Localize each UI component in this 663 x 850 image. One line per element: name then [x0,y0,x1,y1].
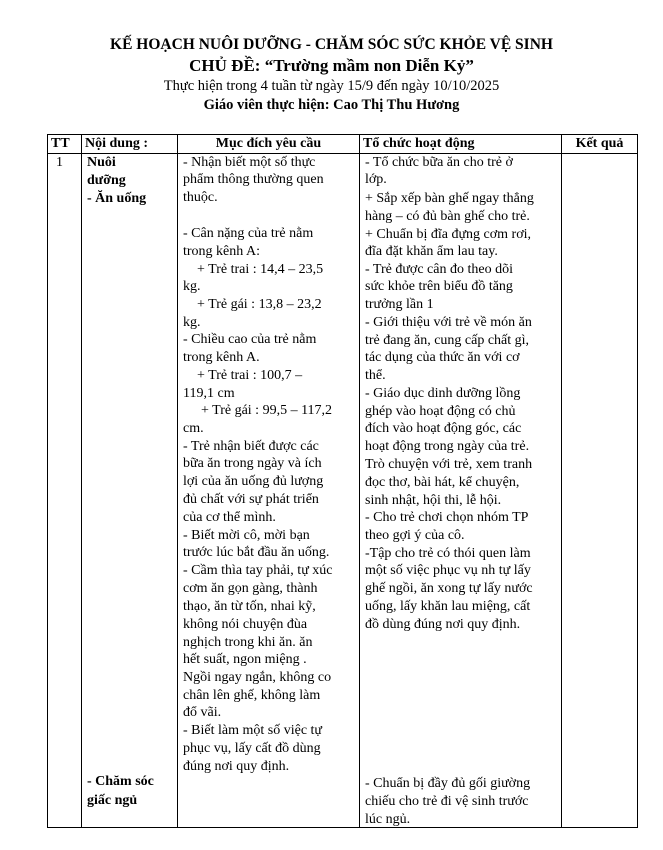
purpose-line: thạo, ăn từ tốn, nhai kỹ, [183,599,316,614]
purpose-line: cm. [183,421,204,436]
purpose-line: - Biết làm một số việc tự [183,723,323,738]
activity-line: đồ dùng đúng nơi quy định. [365,617,521,632]
row-number: 1 [56,155,63,170]
col-header-result: Kết quả [562,135,638,154]
purpose-line: - Biết mời cô, mời bạn [183,528,310,543]
activity-line: thể. [365,368,386,383]
purpose-line: 119,1 cm [183,386,235,401]
purpose-line: thuộc. [183,190,218,205]
purpose-line: - Cầm thìa tay phải, tự xúc [183,563,333,578]
content-line: - Ăn uống [87,191,147,206]
period-line: Thực hiện trong 4 tuần từ ngày 15/9 đến ngày 10/10/2025 [163,78,500,94]
activities-cell [360,154,562,828]
table-row [48,154,638,828]
activity-line: đọc thơ, bài hát, kể chuyện, [365,475,520,490]
activity-line: Trò chuyện với trẻ, xem tranh [365,457,533,472]
purpose-line: đúng nơi quy định. [183,759,290,774]
activity-line: - Giáo dục dinh dưỡng lồng [365,386,521,401]
purpose-line: cơm ăn gọn gàng, thành [183,581,318,596]
purpose-line: chân lên ghế, không làm [183,688,321,703]
purpose-line: đổ vãi. [183,705,222,720]
content-line: - Chăm sóc [87,774,154,789]
activity-line: -Tập cho trẻ có thói quen làm [365,546,531,561]
plan-table [47,134,638,828]
activity-line: uống, lấy khăn lau miệng, cất [365,599,531,614]
purpose-line: lợi của ăn uống đủ lượng [183,474,324,489]
activity-line: lúc ngủ. [365,812,411,827]
purpose-line: không nói chuyện đùa [183,617,308,632]
activity-line: tác dụng của thức ăn với cơ [365,350,520,365]
purpose-line: + Trẻ trai : 100,7 – [197,368,303,383]
teacher-line: Giáo viên thực hiện: Cao Thị Thu Hương [203,97,460,113]
activity-line: đích vào hoạt động góc, các [365,421,522,436]
purpose-line: + Trẻ trai : 14,4 – 23,5 [197,262,324,277]
purpose-line: Ngồi ngay ngắn, không co [183,670,332,685]
purpose-line: trước lúc bắt đầu ăn uống. [183,545,330,560]
purpose-line: - Nhận biết một số thực [183,155,316,170]
activity-line: sinh nhật, hội thi, lễ hội. [365,493,502,508]
purpose-line: kg. [183,279,201,294]
purpose-line: kg. [183,315,201,330]
activity-line: - Cho trẻ chơi chọn nhóm TP [365,510,529,525]
col-header-tt: TT [48,135,82,154]
activity-line: - Tổ chức bữa ăn cho trẻ ở [365,155,513,170]
activity-line: - Chuẩn bị đầy đủ gối giường [365,776,531,791]
content-line: giấc ngủ [87,793,138,808]
activity-line: đĩa đặt khăn ẩm lau tay. [365,244,498,259]
purpose-line: - Trẻ nhận biết được các [183,439,319,454]
purpose-line: phẩm thông thường quen [183,172,324,187]
col-header-purpose: Mục đích yêu cầu [178,135,360,154]
result-cell [562,154,638,828]
activity-line: theo gợi ý của cô. [365,528,465,543]
activity-line: ghép vào hoạt động có chủ [365,404,516,419]
document-title: KẾ HOẠCH NUÔI DƯỠNG - CHĂM SÓC SỨC KHỎE VỆ SINH [110,36,553,53]
tt-cell [48,154,82,828]
activity-line: trưởng lần 1 [365,297,434,312]
content-line: Nuôi [87,155,116,170]
purpose-line: + Trẻ gái : 13,8 – 23,2 [197,297,322,312]
purpose-line: phục vụ, lấy cất đồ dùng [183,741,321,756]
purpose-line: của cơ thể mình. [183,510,276,525]
activity-line: một số việc phục vụ nh tự lấy [365,563,531,578]
purpose-line: đủ chất với sự phát triển [183,492,319,507]
activity-line: chiếu cho trẻ đi vệ sinh trước [365,794,529,809]
purpose-line: trong kênh A: [183,244,260,259]
purpose-line: nghịch trong khi ăn. ăn [183,635,313,650]
activity-line: hàng – có đủ bàn ghế cho trẻ. [365,209,530,224]
purpose-cell [178,154,360,828]
activity-line: + Chuẩn bị đĩa đựng cơm rơi, [365,227,531,242]
activity-line: trẻ đang ăn, cung cấp chất gì, [365,333,530,348]
activity-line: ghế ngồi, ăn xong tự lấy nước [365,581,533,596]
col-header-activities: Tổ chức hoạt động [360,135,562,154]
purpose-line: trong kênh A. [183,350,260,365]
activity-line: hoạt động trong ngày của trẻ. [365,439,530,454]
purpose-line: bữa ăn trong ngày và ích [183,456,322,471]
purpose-line: - Cân nặng của trẻ nằm [183,226,314,241]
activity-line: - Trẻ được cân đo theo dõi [365,262,513,277]
topic-title: CHỦ ĐỀ: “Trường mầm non Diễn Kỷ” [189,56,474,75]
content-line: dưỡng [87,173,126,188]
activity-line: lớp. [365,172,387,187]
col-header-content: Nội dung : [82,135,178,154]
activity-line: + Sắp xếp bàn ghế ngay thẳng [365,191,534,206]
purpose-line: hết suất, ngon miệng . [183,652,307,667]
activity-line: - Giới thiệu với trẻ về món ăn [365,315,532,330]
purpose-line: + Trẻ gái : 99,5 – 117,2 [201,403,333,418]
activity-line: sức khỏe trên biểu đồ tăng [365,279,513,294]
purpose-line: - Chiều cao của trẻ nằm [183,332,317,347]
content-cell [82,154,178,828]
table-header-row [48,135,638,154]
